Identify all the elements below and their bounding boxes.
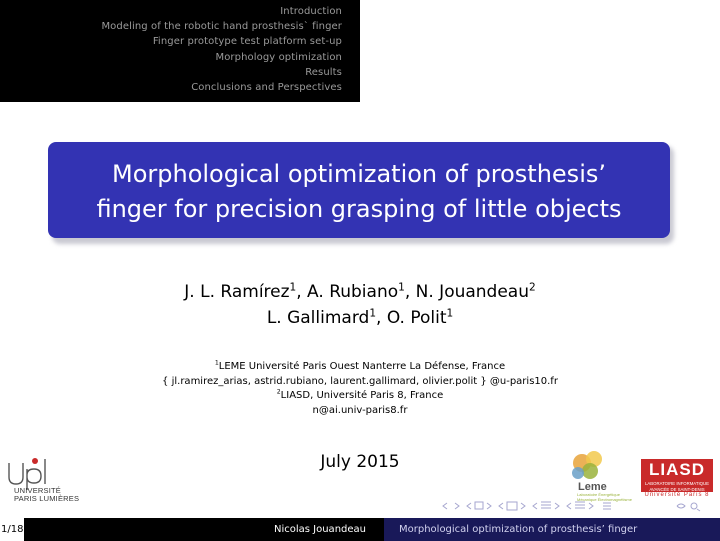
liasd-sub-2: AVANCÉE DE SAINT-DENIS	[649, 486, 705, 492]
nav-item-morphology[interactable]: Morphology optimization	[215, 51, 342, 63]
liasd-sub-1: LABORATOIRE INFORMATIQUE	[645, 481, 709, 486]
author-sup: 1	[398, 281, 405, 294]
nav-item-modeling[interactable]: Modeling of the robotic hand prosthesis` finger	[101, 21, 342, 33]
nav-doc-icon[interactable]	[567, 502, 593, 509]
affiliation-1-emails: { jl.ramirez_arias, astrid.rubiano, laurent.gallimard, olivier.polit } @u-paris10.fr	[162, 375, 558, 387]
page-number: 1/18	[0, 518, 24, 541]
nav-frame-icon[interactable]	[467, 502, 491, 509]
author-gallimard: L. Gallimard	[266, 308, 370, 328]
nav-item-results[interactable]: Results	[305, 66, 342, 78]
liasd-logo: LIASD	[641, 459, 713, 481]
affiliation-1-text: LEME Université Paris Ouest Nanterre La Défense, France	[218, 361, 506, 372]
upl-line-1: UNIVERSITÉ	[14, 486, 62, 495]
affiliation-2-email: n@ai.univ-paris8.fr	[312, 404, 408, 416]
nav-section-icon[interactable]	[533, 502, 559, 509]
liasd-university: Université Paris 8	[644, 492, 710, 498]
author-sup: 1	[369, 307, 377, 320]
header-right-panel	[360, 0, 720, 102]
nav-item-introduction[interactable]: Introduction	[280, 6, 342, 17]
upl-logo-text	[14, 487, 79, 503]
header-nav-bar	[0, 0, 360, 102]
section-nav-list	[101, 4, 342, 95]
author-line-2	[0, 305, 720, 331]
author-sup: 1	[446, 307, 454, 320]
leme-sub-1: Laboratoire Énergétique	[577, 492, 620, 497]
affiliation-sup: 2	[276, 388, 281, 396]
author-jouandeau: , N. Jouandeau	[404, 282, 529, 302]
title-line-1: Morphological optimization of prosthesis’	[111, 160, 606, 188]
liasd-logo-subtext	[641, 481, 713, 492]
author-rubiano: , A. Rubiano	[296, 282, 399, 302]
author-sup: 2	[529, 281, 536, 294]
footer-short-title: Morphological optimization of prosthesis’ finger	[384, 518, 720, 541]
nav-item-prototype[interactable]: Finger prototype test platform set-up	[152, 36, 342, 48]
author-list	[0, 279, 720, 331]
nav-subsection-icon[interactable]	[499, 502, 525, 510]
nav-item-conclusions[interactable]: Conclusions and Perspectives	[191, 82, 342, 94]
affiliation-1	[0, 360, 720, 375]
affiliation-2-text: LIASD, Université Paris 8, France	[280, 390, 444, 402]
leme-sub-2: Mécanique Électromagnétisme	[577, 496, 632, 502]
affiliations	[0, 360, 720, 418]
nav-align-icon[interactable]	[603, 503, 611, 509]
upl-line-2: PARIS LUMIÈRES	[14, 494, 80, 503]
author-line-1	[0, 279, 720, 305]
author-ramirez: J. L. Ramírez	[184, 282, 290, 302]
title-box	[48, 142, 670, 238]
author-sup: 1	[289, 281, 297, 294]
author-polit: , O. Polit	[376, 308, 447, 328]
footer-author: Nicolas Jouandeau	[24, 518, 384, 541]
affiliation-2	[0, 389, 720, 404]
nav-prev-slide-icon[interactable]	[455, 503, 459, 509]
affiliation-sup: 1	[214, 359, 219, 367]
nav-search-icon[interactable]	[677, 503, 700, 511]
leme-logo-text: Leme	[578, 481, 607, 493]
nav-first-slide-icon[interactable]	[443, 503, 447, 509]
title-line-2: finger for precision grasping of little objects	[96, 195, 622, 223]
presentation-date: July 2015	[320, 452, 400, 472]
